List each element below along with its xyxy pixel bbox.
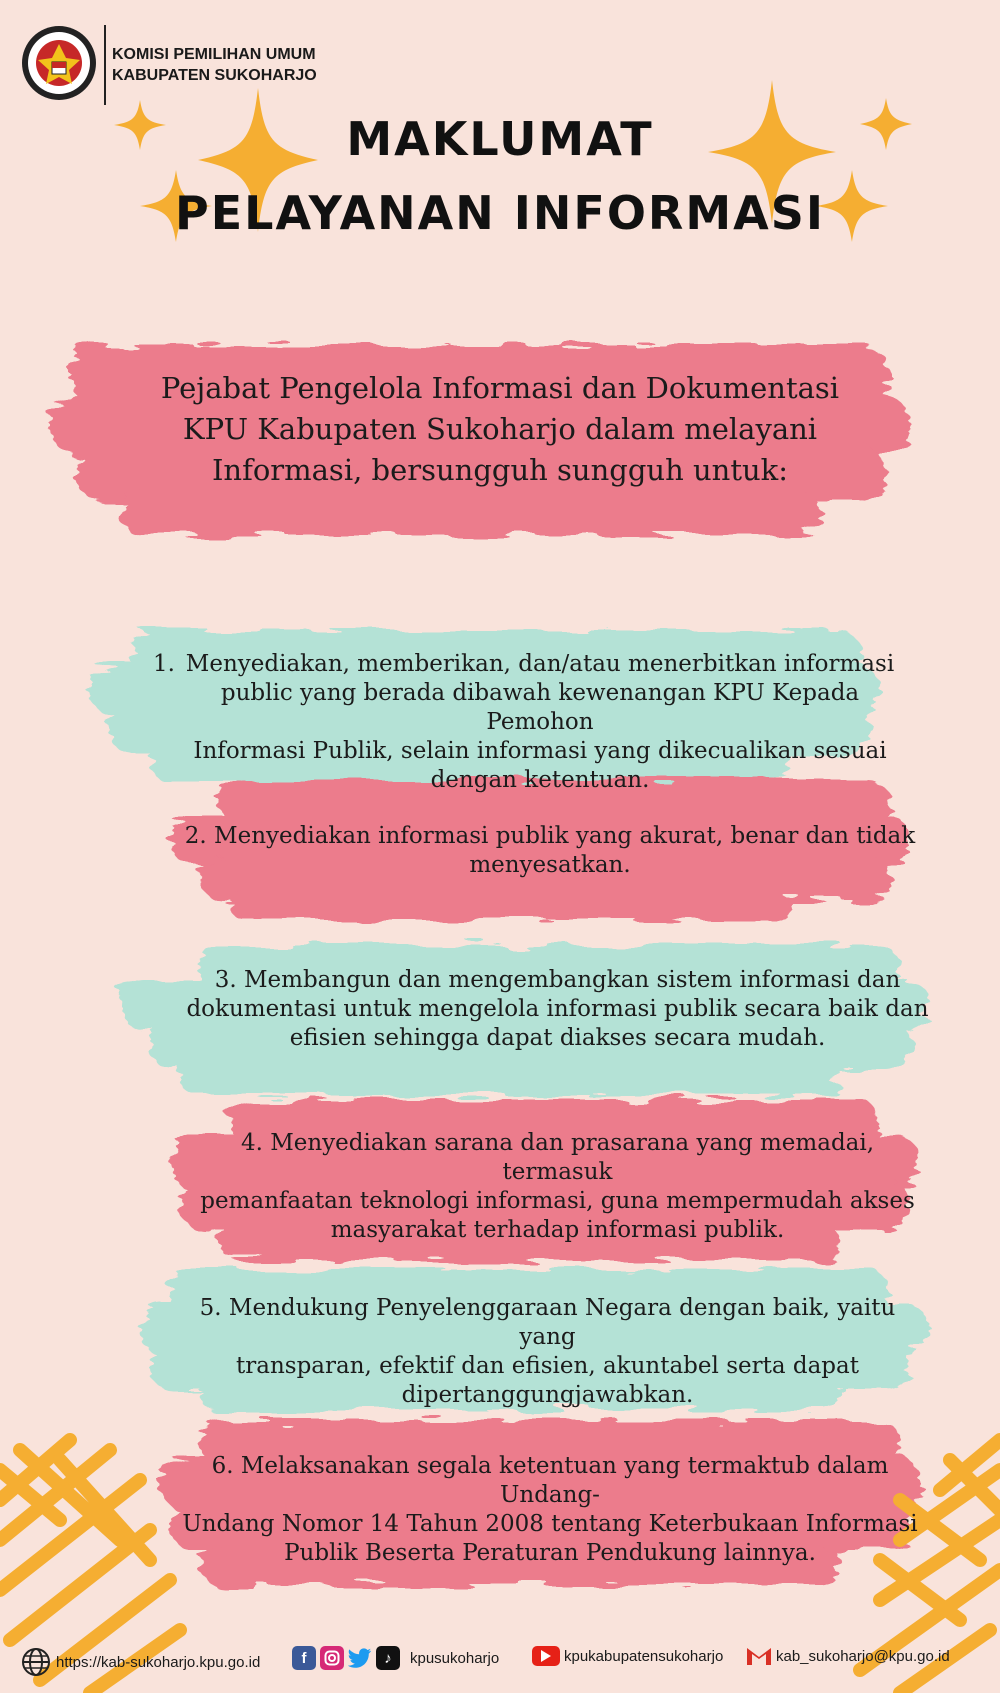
org-line-2: KABUPATEN SUKOHARJO (112, 67, 317, 84)
gmail-icon (746, 1646, 772, 1666)
page-title-line-2: PELAYANAN INFORMASI (175, 186, 825, 240)
youtube-icon (532, 1646, 560, 1666)
list-item-3 (185, 966, 930, 1053)
tiktok-icon: ♪ (376, 1646, 400, 1670)
list-item-line: menyesatkan. (469, 852, 631, 878)
org-line-1: KOMISI PEMILIHAN UMUM (112, 46, 316, 63)
list-item-line: pemanfaatan teknologi informasi, guna mempermudah akses (200, 1188, 915, 1214)
list-item-4 (185, 1129, 930, 1245)
list-item-line: dipertanggungjawabkan. (401, 1382, 694, 1408)
list-item-1 (153, 650, 905, 795)
email-address[interactable]: kab_sukoharjo@kpu.go.id (776, 1647, 950, 1665)
intro-line: KPU Kabupaten Sukoharjo dalam melayani (182, 412, 818, 446)
intro-line: Pejabat Pengelola Informasi dan Dokumentasi (160, 371, 840, 405)
facebook-icon: f (292, 1646, 316, 1670)
youtube-contact[interactable] (532, 1646, 723, 1666)
footer-contacts (20, 1636, 980, 1676)
list-item-line: 6. Melaksanakan segala ketentuan yang termaktub dalam Undang- (211, 1453, 889, 1508)
list-item-line: public yang berada dibawah kewenangan KPU Kepada Pemohon (220, 680, 860, 735)
kpu-emblem-icon (22, 26, 96, 100)
intro-line: Informasi, bersungguh sungguh untuk: (211, 453, 789, 487)
youtube-channel[interactable]: kpukabupatensukoharjo (564, 1647, 724, 1665)
twitter-icon (348, 1646, 372, 1670)
list-item-5 (175, 1294, 920, 1410)
instagram-icon (320, 1646, 344, 1670)
list-item-line: Publik Beserta Peraturan Pendukung lainnya. (284, 1540, 816, 1566)
list-item-line: masyarakat terhadap informasi publik. (330, 1217, 785, 1243)
list-item-line: Menyediakan, memberikan, dan/atau menerbitkan informasi (185, 651, 895, 677)
social-contact[interactable] (292, 1646, 499, 1670)
website-url[interactable]: https://kab-sukoharjo.kpu.go.id (56, 1653, 261, 1671)
list-item-6 (160, 1452, 940, 1568)
header-divider (104, 25, 106, 105)
intro-text (110, 368, 890, 491)
page-title-line-1: MAKLUMAT (346, 112, 654, 166)
list-item-number: 1. (153, 651, 175, 677)
list-item-line: transparan, efektif dan efisien, akuntabel serta dapat (236, 1353, 859, 1379)
list-item-line: 5. Mendukung Penyelenggaraan Negara dengan baik, yaitu yang (199, 1295, 896, 1350)
list-item-line: 2. Menyediakan informasi publik yang akurat, benar dan tidak (184, 823, 916, 849)
social-handle[interactable]: kpusukoharjo (410, 1649, 500, 1667)
list-item-line: Undang Nomor 14 Tahun 2008 tentang Keterbukaan Informasi (182, 1511, 918, 1537)
organization-name (112, 44, 317, 86)
list-item-line: 4. Menyediakan sarana dan prasarana yang memadai, termasuk (240, 1130, 875, 1185)
globe-icon (20, 1646, 52, 1678)
list-item-line: efisien sehingga dapat diakses secara mudah. (289, 1025, 826, 1051)
website-contact[interactable] (20, 1646, 260, 1678)
email-contact[interactable] (746, 1646, 950, 1666)
list-item-line: dokumentasi untuk mengelola informasi publik secara baik dan (186, 996, 929, 1022)
list-item-line: dengan ketentuan. (430, 767, 650, 793)
list-item-2 (180, 822, 920, 880)
list-item-line: 3. Membangun dan mengembangkan sistem informasi dan (214, 967, 901, 993)
list-item-line: Informasi Publik, selain informasi yang dikecualikan sesuai (193, 738, 887, 764)
